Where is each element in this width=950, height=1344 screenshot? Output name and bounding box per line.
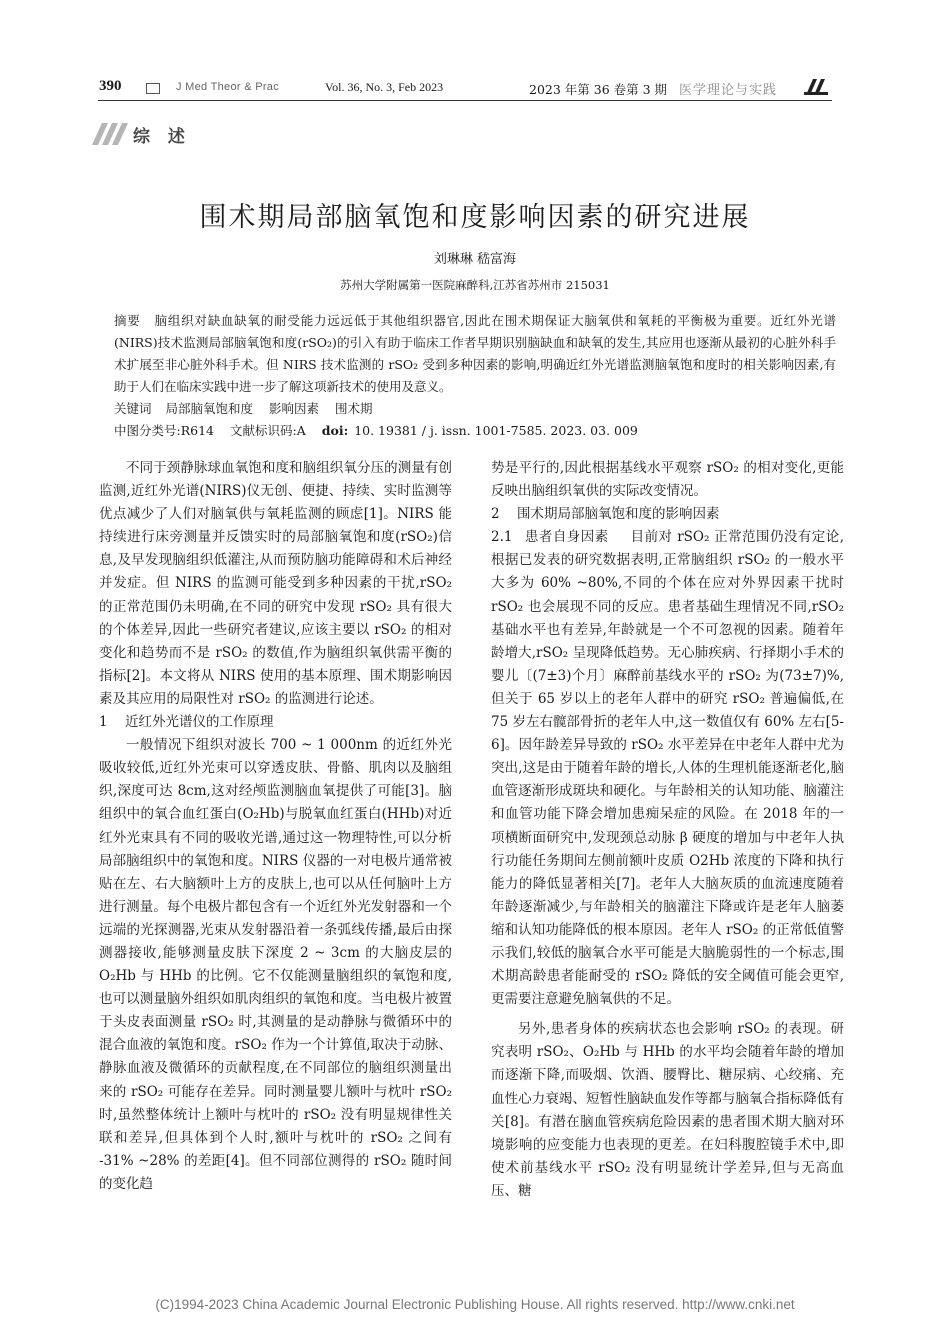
section-2-number: 2 (491, 506, 500, 523)
journal-logo-icon (804, 78, 828, 96)
section-1-number: 1 (99, 714, 108, 731)
intro-paragraph: 不同于颈静脉球血氧饱和度和脑组织氧分压的测量有创监测,近红外光谱(NIRS)仪无创、便捷、持续、实时监测等优点减少了人们对脑氧供与氧耗监测的顾虑[1]。NIRS 能持续进行床旁测量并反馈实时的局部脑氧饱和度(rSO₂)信息,及早发现脑组织低灌注,从而预防脑功能障碍和术后神经并发症。但 NIRS 的监测可能受到多种因素的干扰,rSO₂ 的正常范围仍未明确,在不同的研究中发现 rSO₂ 具有很大的个体差异,因此一些研究者建议,应该主要以 rSO₂ 的相对变化和趋势而不是 rSO₂ 的数值,作为脑组织氧供需平衡的指标[2]。本文将从 NIRS 使用的基本原理、围术期影响因素及其应用的局限性对 rSO₂ 的监测进行论述。 (99, 460, 452, 707)
doi-value: 10. 19381 / j. issn. 1001-7585. 2023. 03. 009 (354, 423, 638, 438)
copyright-footer: (C)1994-2023 China Academic Journal Electronic Publishing House. All rights reserved. http://www.cnki.net (155, 1297, 795, 1312)
section-2-1-number: 2.1 (491, 529, 513, 546)
section-2-1-paragraph-2: 另外,患者身体的疾病状态也会影响 rSO₂ 的表现。研究表明 rSO₂、O₂Hb 与 HHb 的水平均会随着年龄的增加而逐渐下降,而吸烟、饮酒、腰臀比、糖尿病、心绞痛、充血性心力衰竭、短暂性脑缺血发作等都与脑氧合指标降低有关[8]。有潜在脑血管疾病危险因素的患者围术期大脑对环境影响的应变能力也表现的更差。在妇科腹腔镜手术中,即使术前基线水平 rSO₂ 没有明显统计学差异,但与无高血压、糖 (491, 1021, 844, 1199)
section-label: 综 述 (133, 127, 191, 147)
doi-label: doi: (321, 423, 349, 438)
classification-line (114, 420, 836, 442)
class-label: 中图分类号: (114, 423, 181, 438)
journal-name-en: J Med Theor & Prac (176, 81, 280, 93)
section-2-1-paragraph (491, 526, 844, 1011)
header-rule (98, 100, 832, 101)
doc-code-label: 文献标识码: (230, 423, 297, 438)
authors: 刘琳琳 嵇富海 (433, 252, 517, 267)
section-2-1-title: 患者自身因素 (524, 529, 609, 546)
affiliation: 苏州大学附属第一医院麻醉科,江苏省苏州市 215031 (340, 278, 610, 292)
section-2-title: 围术期局部脑氧饱和度的影响因素 (517, 506, 720, 523)
doc-code: A (296, 423, 306, 438)
page-number: 390 (99, 78, 122, 94)
section-1-body: 一般情况下组织对波长 700 ~ 1 000nm 的近红外光吸收较低,近红外光束可以穿透皮肤、骨骼、肌肉以及脑组织,深度可达 8cm,这对经颅监测脑血氧提供了可能[3]。脑组织中的氧合血红蛋白(O₂Hb)与脱氧血红蛋白(HHb)对近红外光束具有不同的吸收光谱,通过这一物理特性,可以分析局部脑组织中的氧饱和度。NIRS 仪器的一对电极片通常被贴在左、右大脑额叶上方的皮肤上,也可以从任何脑叶上方进行测量。每个电极片都包含有一个近红外光发射器和一个远端的光探测器,光束从发射器沿着一条弧线传播,最后由探测器接收,能够测量皮肤下深度 2 ~ 3cm 的大脑皮层的 O₂Hb 与 HHb 的比例。它不仅能测量脑组织的氧饱和度,也可以测量脑外组织如肌肉组织的氧饱和度。当电极片被置于头皮表面测量 rSO₂ 时,其测量的是动静脉与微循环中的混合血液的氧饱和度。rSO₂ 作为一个计算值,取决于动脉、静脉血液及微循环的贡献程度,在不同部位的脑组织测量出来的 rSO₂ 可能存在差异。同时测量婴儿额叶与枕叶 rSO₂ 时,虽然整体统计上额叶与枕叶的 rSO₂ 没有明显规律性关联和差异,但具体到个人时,额叶与枕叶的 rSO₂ 之间有 -31% ~28% 的差距[4]。但不同部位测得的 rSO₂ 随时间的变化趋 (99, 737, 452, 1192)
abstract-text: 脑组织对缺血缺氧的耐受能力远远低于其他组织器官,因此在围术期保证大脑氧供和氧耗的平衡极为重要。近红外光谱(NIRS)技术监测局部脑氧饱和度(rSO₂)的引入有助于临床工作者早期识别脑缺血和缺氧的发生,其应用也逐渐从最初的心脏外科手术扩展至非心脏外科手术。但 NIRS 技术监测的 rSO₂ 受到多种因素的影响,明确近红外光谱监测脑氧饱和度时的相关影响因素,有助于人们在临床实践中进一步了解这项新技术的使用及意义。 (114, 313, 836, 394)
header-box-icon (146, 83, 160, 94)
keyword-item: 影响因素 (269, 401, 320, 416)
article-title: 围术期局部脑氧饱和度影响因素的研究进展 (199, 202, 751, 233)
section-1-title: 近红外光谱仪的工作原理 (125, 714, 274, 731)
keywords-label: 关键词 (114, 401, 152, 416)
section-2-1-body: 目前对 rSO₂ 正常范围仍没有定论,根据已发表的研究数据表明,正常脑组织 rSO₂ 的一般水平大多为 60% ~80%,不同的个体在应对外界因素干扰时 rSO₂ 也会展现不同的反应。患者基础生理情况不同,rSO₂ 基础水平也有差异,年龄就是一个不可忽视的因素。随着年龄增大,rSO₂ 呈现降低趋势。无心肺疾病、行择期小手术的婴儿〔(7±3)个月〕麻醉前基线水平的 rSO₂ 为(73±7)%,但关于 65 岁以上的老年人群中的研究 rSO₂ 普遍偏低,在 75 岁左右髋部骨折的老年人中,这一数值仅有 60% 左右[5-6]。因年龄差异导致的 rSO₂ 水平差异在中老年人群中尤为突出,这是由于随着年龄的增长,人体的生理机能逐渐老化,脑血管逐渐形成斑块和硬化。与年龄相关的认知功能、脑灌注和血管功能下降会增加患痴呆症的风险。在 2018 年的一项横断面研究中,发现颈总动脉 β 硬度的增加与中老年人执行功能任务期间左侧前额叶皮质 O2Hb 浓度的下降和执行能力的降低显著相关[7]。老年人大脑灰质的血流速度随着年龄逐渐减少,与年龄相关的脑灌注下降或许是老年人脑萎缩和认知功能降低的根本原因。老年人 rSO₂ 的正常低值警示我们,较低的脑氧合水平可能是大脑脆弱性的一个标志,围术期高龄患者能耐受的 rSO₂ 降低的安全阈值可能会更窄,更需要注意避免脑氧供的不足。 (491, 529, 844, 1008)
journal-volume: Vol. 36, No. 3, Feb 2023 (325, 80, 444, 94)
class-code: R614 (180, 423, 214, 438)
journal-issue-cn: 2023 年第 36 卷第 3 期 (529, 82, 668, 97)
keyword-item: 局部脑氧饱和度 (165, 401, 254, 416)
keyword-item: 围术期 (335, 401, 373, 416)
section-slash-icon (92, 123, 128, 145)
journal-name-cn: 医学理论与实践 (679, 83, 778, 98)
continued-paragraph: 势是平行的,因此根据基线水平观察 rSO₂ 的相对变化,更能反映出脑组织氧供的实际改变情况。 (491, 460, 844, 500)
abstract-label: 摘要 (114, 313, 141, 328)
abstract-paragraph (114, 310, 836, 398)
keywords-line (114, 398, 836, 420)
abstract-block (114, 310, 836, 442)
section-2-heading (491, 503, 844, 526)
section-1-heading (99, 711, 452, 734)
left-column (99, 457, 452, 1196)
right-column (491, 457, 844, 1203)
